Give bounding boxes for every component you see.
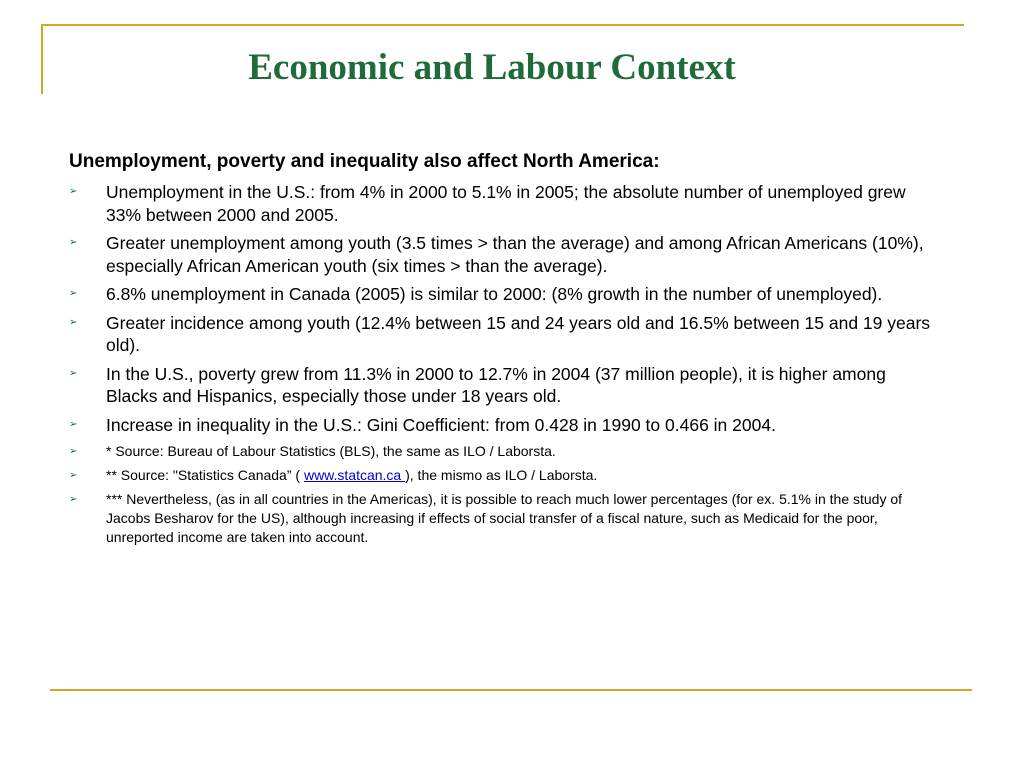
arrow-bullet-icon: ➢ [69, 418, 78, 430]
list-item-text: Greater incidence among youth (12.4% between 15 and 24 years old and 16.5% between 15 and 19 years old). [106, 312, 931, 355]
source-note-bls [69, 442, 939, 461]
frame-bottom-line [50, 689, 972, 691]
source-note-caveat [69, 490, 939, 547]
source-note-text: * Source: Bureau of Labour Statistics (BLS), the same as ILO / Laborsta. [106, 443, 556, 459]
arrow-bullet-icon: ➢ [69, 494, 78, 505]
list-item-text: 6.8% unemployment in Canada (2005) is similar to 2000: (8% growth in the number of unemployed). [106, 284, 883, 304]
list-item [69, 232, 939, 277]
list-item [69, 363, 939, 408]
slide-title: Economic and Labour Context [248, 47, 736, 88]
arrow-bullet-icon: ➢ [69, 237, 78, 248]
list-item [69, 283, 939, 306]
list-item-text: Unemployment in the U.S.: from 4% in 2000 to 5.1% in 2005; the absolute number of unemployed grew 33% between 2000 and 2005. [106, 182, 906, 225]
slide-body [69, 150, 939, 552]
source-note-statcan [69, 466, 939, 485]
list-item-text: Greater unemployment among youth (3.5 times > than the average) and among African Americans (10%), especially African American youth (six times > than the average). [106, 233, 924, 276]
list-item [69, 312, 939, 357]
list-item [69, 181, 939, 226]
arrow-bullet-icon: ➢ [69, 470, 78, 481]
arrow-bullet-icon: ➢ [69, 288, 78, 299]
source-note-text: *** Nevertheless, (as in all countries in the Americas), it is possible to reach much lower percentages (for ex. 5.1% in the study of Jacobs Besharov for the US), although increasing if effects of social transfer of a fiscal nature, such as Medicaid for the poor, unreported income are taken into account. [106, 491, 903, 545]
arrow-bullet-icon: ➢ [69, 446, 78, 457]
statcan-link[interactable]: www.statcan.ca [303, 467, 406, 483]
list-item-text: Increase in inequality in the U.S.: Gini Coefficient: from 0.428 in 1990 to 0.466 in 2004. [106, 414, 776, 435]
bullet-list [69, 181, 939, 547]
source-note-suffix: ), the mismo as ILO / Laborsta. [405, 467, 598, 483]
list-item-text: In the U.S., poverty grew from 11.3% in 2000 to 12.7% in 2004 (37 million people), it is higher among Blacks and Hispanics, especially those under 18 years old. [106, 363, 886, 406]
source-note-prefix: ** Source: "Statistics Canada” ( [106, 467, 304, 483]
arrow-bullet-icon: ➢ [69, 316, 78, 328]
list-item [69, 414, 939, 437]
section-heading: Unemployment, poverty and inequality also affect North America: [69, 151, 660, 172]
arrow-bullet-icon: ➢ [69, 186, 78, 197]
arrow-bullet-icon: ➢ [69, 367, 78, 379]
frame-top-line [41, 24, 964, 26]
